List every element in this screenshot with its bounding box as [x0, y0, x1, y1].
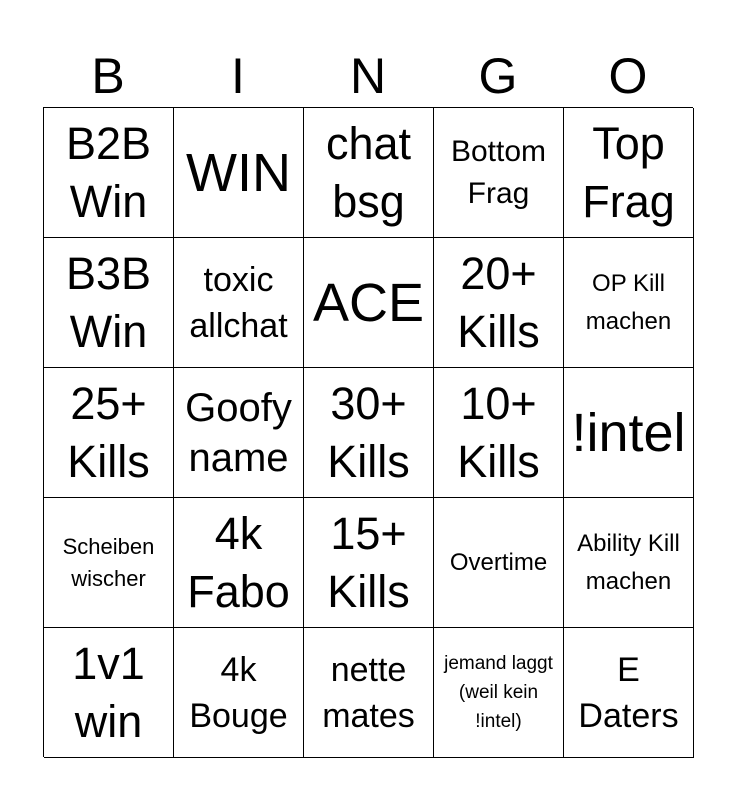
bingo-cell[interactable] — [434, 498, 564, 628]
header-letter-n: N — [349, 48, 387, 104]
header-letter-o: O — [608, 48, 648, 104]
bingo-cell[interactable] — [174, 238, 304, 368]
header-letter-b: B — [91, 48, 125, 104]
bingo-cell-text: nette mates — [322, 650, 415, 735]
bingo-cell-text: jemand laggt (weil kein !intel) — [444, 653, 553, 732]
bingo-cell-text: E Daters — [578, 650, 679, 735]
bingo-cell[interactable] — [304, 108, 434, 238]
bingo-cell[interactable] — [434, 628, 564, 758]
bingo-cell[interactable] — [44, 498, 174, 628]
bingo-cell[interactable] — [174, 498, 304, 628]
bingo-cell-text: 15+ Kills — [327, 507, 410, 617]
bingo-cell-text: 4k Bouge — [189, 650, 288, 735]
bingo-cell-text: Bottom Frag — [450, 134, 547, 210]
bingo-cell-text: toxic allchat — [189, 260, 288, 345]
bingo-cell[interactable] — [174, 628, 304, 758]
bingo-cell-text: chat bsg — [325, 117, 412, 227]
bingo-cell-text: B2B Win — [65, 117, 152, 227]
header-letter-i: I — [231, 48, 245, 104]
bingo-cell[interactable] — [434, 368, 564, 498]
bingo-cell[interactable] — [564, 368, 694, 498]
bingo-header — [43, 46, 693, 106]
bingo-cell[interactable] — [304, 498, 434, 628]
bingo-cell-text: 30+ Kills — [327, 377, 410, 487]
bingo-cell-text: 10+ Kills — [457, 377, 540, 487]
bingo-cell-text: ACE — [312, 272, 425, 333]
bingo-cell-text: !intel — [571, 402, 686, 463]
bingo-cell[interactable] — [174, 108, 304, 238]
bingo-cell[interactable] — [564, 628, 694, 758]
bingo-cell[interactable] — [44, 368, 174, 498]
bingo-cell[interactable] — [434, 238, 564, 368]
bingo-cell-text: B3B Win — [65, 247, 152, 357]
bingo-cell-text: 20+ Kills — [457, 247, 540, 357]
bingo-cell[interactable] — [304, 628, 434, 758]
bingo-cell[interactable] — [564, 108, 694, 238]
bingo-cell[interactable] — [44, 628, 174, 758]
bingo-cell-text: Scheiben wischer — [62, 533, 155, 591]
bingo-cell[interactable] — [304, 368, 434, 498]
bingo-board — [43, 107, 693, 757]
bingo-cell[interactable] — [564, 238, 694, 368]
bingo-cell[interactable] — [304, 238, 434, 368]
bingo-cell-text: Overtime — [449, 548, 548, 576]
bingo-cell-text: Ability Kill machen — [577, 529, 680, 595]
bingo-cell[interactable] — [174, 368, 304, 498]
bingo-cell-text: Top Frag — [582, 117, 675, 227]
bingo-cell[interactable] — [564, 498, 694, 628]
bingo-cell-text: WIN — [186, 142, 291, 203]
bingo-cell-text: Goofy name — [185, 385, 292, 480]
bingo-cell[interactable] — [434, 108, 564, 238]
header-letter-g: G — [478, 48, 518, 104]
bingo-cell-text: OP Kill machen — [585, 269, 672, 335]
bingo-cell-text: 4k Fabo — [187, 507, 290, 617]
bingo-cell[interactable] — [44, 108, 174, 238]
bingo-cell[interactable] — [44, 238, 174, 368]
bingo-cell-text: 1v1 win — [72, 637, 145, 747]
bingo-cell-text: 25+ Kills — [67, 377, 150, 487]
